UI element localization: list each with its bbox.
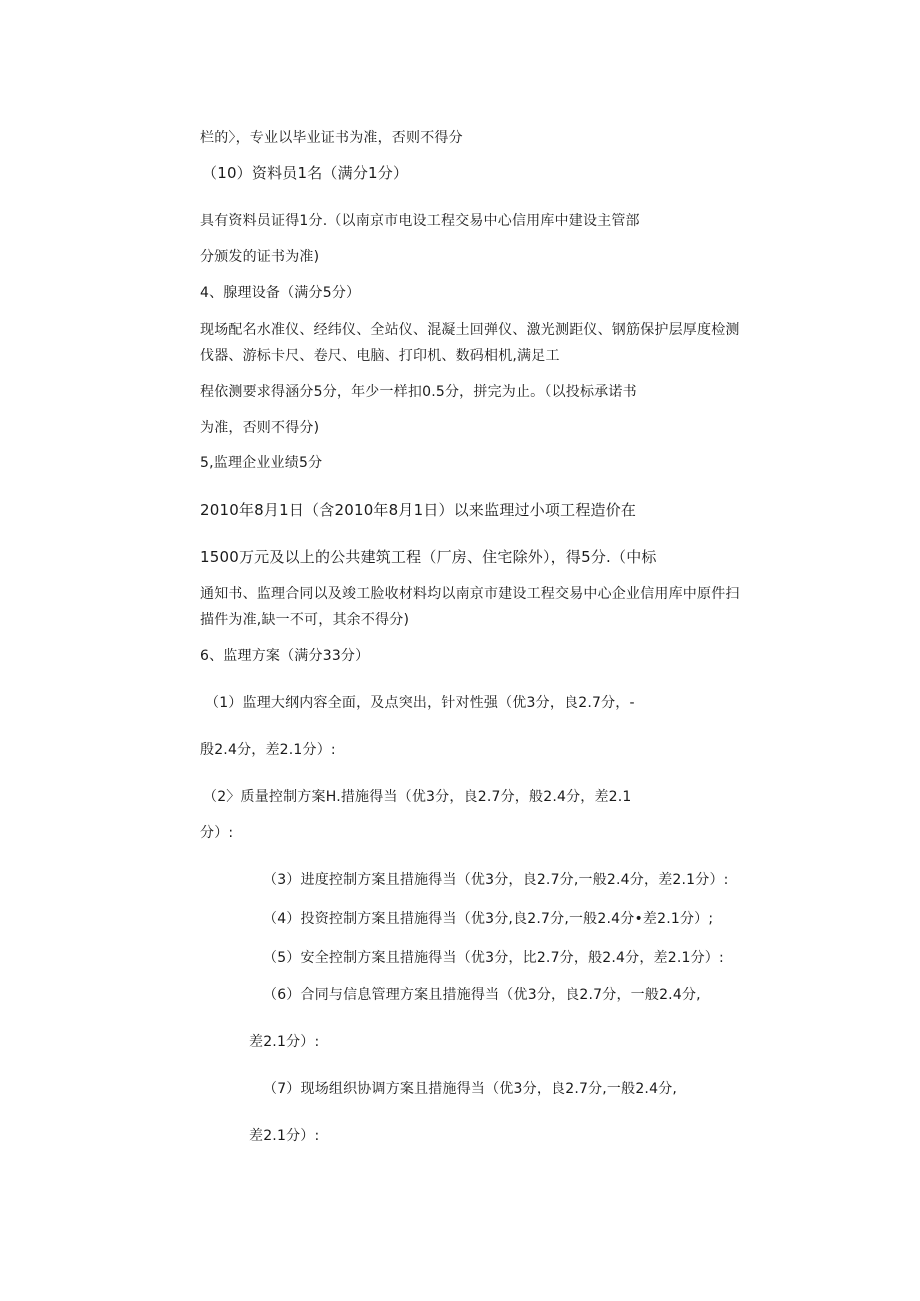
text-line-11: 2010年8月1日（含2010年8月1日）以来监理过小项工程造价在 — [200, 501, 637, 519]
text-line-23: （6）合同与信息管理方案且措施得当（优3分，良2.7分，一般2.4分, — [263, 987, 701, 1003]
text-line-9: 为准，否则不得分) — [200, 420, 320, 436]
text-line-18: （2〉质量控制方案H.措施得当（优3分，良2.7分，般2.4分，差2.1 — [203, 789, 632, 805]
text-line-13: 通知书、监理合同以及竣工脸收材料均以南京市建设工程交易中心企业信用库中原件扫 — [200, 586, 740, 602]
text-line-12: 1500万元及以上的公共建筑工程（厂房、住宅除外），得5分.（中标 — [200, 548, 657, 566]
text-line-2: （10）资料员1名（满分1分） — [202, 164, 409, 182]
text-line-1: 栏的〉，专业以毕业证书为准，否则不得分 — [200, 130, 463, 146]
text-line-24: 差2.1分）: — [249, 1034, 320, 1050]
text-line-8: 程依测要求得涵分5分，年少一样扣0.5分，拼完为止。（以投标承诺书 — [200, 384, 637, 400]
text-line-19: 分）: — [200, 825, 234, 841]
text-line-22: （5）安全控制方案且措施得当（优3分，比2.7分，般2.4分，差2.1分）: — [263, 950, 724, 966]
text-line-26: 差2.1分）: — [249, 1128, 320, 1144]
text-line-3: 具有资料员证得1分.（以南京市电设工程交易中心信用库中建设主管部 — [200, 213, 640, 229]
text-line-6: 现场配名水准仪、经纬仪、全站仪、混凝土回弹仪、激光测距仪、钢筋保护层厚度检测 — [200, 322, 740, 338]
text-line-20: （3）进度控制方案且措施得当（优3分，良2.7分,一般2.4分，差2.1分）: — [263, 872, 729, 888]
text-line-7: 伐器、游标卡尺、卷尺、电脑、打印机、数码相机,满足工 — [200, 348, 560, 364]
text-line-5: 4、腺理设备（满分5分） — [200, 285, 361, 301]
text-line-4: 分颁发的证书为准) — [200, 249, 320, 265]
text-line-14: 描件为准,缺一不可，其余不得分) — [200, 612, 410, 628]
text-line-16: （1）监理大纲内容全面，及点突出，针对性强（优3分，良2.7分，- — [205, 695, 635, 711]
text-line-15: 6、监理方案（满分33分） — [200, 648, 370, 664]
text-line-10: 5,监理企业业绩5分 — [200, 455, 323, 471]
text-line-17: 殷2.4分，差2.1分）: — [200, 742, 336, 758]
text-line-21: （4）投资控制方案且措施得当（优3分,良2.7分,一般2.4分•差2.1分）; — [263, 911, 714, 927]
text-line-25: （7）现场组织协调方案且措施得当（优3分，良2.7分,一般2.4分, — [263, 1081, 678, 1097]
